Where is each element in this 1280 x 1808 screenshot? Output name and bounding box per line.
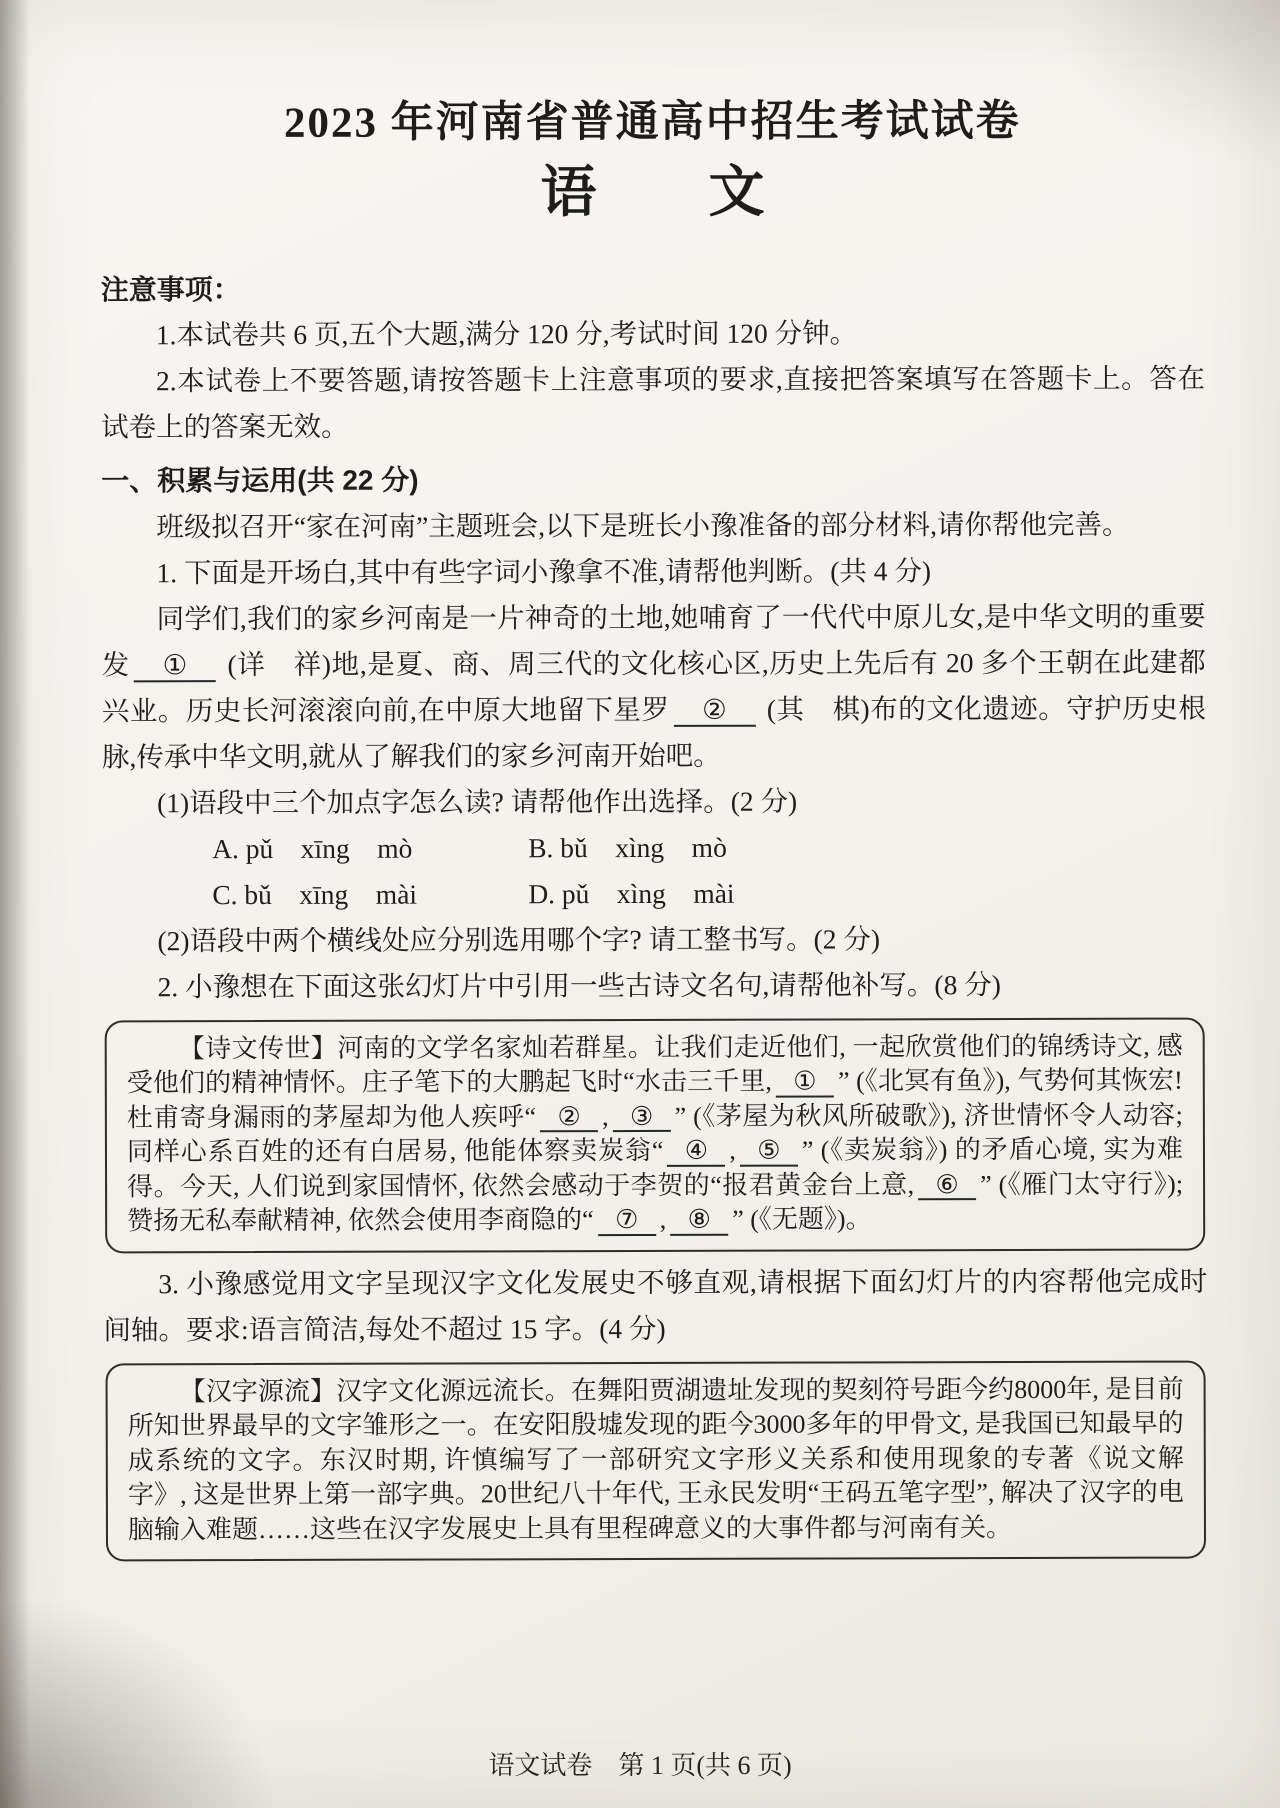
fill-in-blank: ② xyxy=(673,696,755,727)
fill-in-blank: ③ xyxy=(613,1103,671,1132)
option-a: A. pǔ xīng mò xyxy=(212,832,413,865)
fill-in-blank: ① xyxy=(776,1068,834,1097)
page-footer: 语文试卷 第 1 页(共 6 页) xyxy=(488,1751,792,1780)
question-1-prompt: 1. 下面是开场白,其中有些字词小豫拿不准,请帮他判断。(共 4 分) xyxy=(156,555,932,589)
dotted-character: 脉 • xyxy=(102,741,130,772)
fill-in-blank: ⑤ xyxy=(740,1137,798,1166)
slide-box-poetry xyxy=(105,1017,1206,1253)
slide-box-hanzi xyxy=(106,1360,1207,1561)
fill-in-blank: ④ xyxy=(667,1137,725,1166)
option-b: B. bǔ xìng mò xyxy=(528,831,727,864)
options-row-ab xyxy=(212,823,1206,872)
question-1-passage: 同学们,我们的家乡河南是一片神奇的土地,她哺 •育了一代代中原儿女,是中华文明的重要发 ① (详 祥)地,是夏、商、周三代的文化核心区,历史上先后有 20 多个王朝在此建都兴 •业。历史长河滚滚向前,在中原大地留下星罗 ② (其 棋)布的文化遗迹。守护历史根脉 •,传承中华文明,就从了解我们的家乡河南开始吧。 xyxy=(102,593,1206,780)
poetry-slide-text: 【诗文传世】河南的文学名家灿若群星。让我们走近他们, 一起欣赏他们的锦绣诗文, 感受他们的精神情怀。庄子笔下的大鹏起飞时“水击三千里, ① ” (《北冥有鱼》), 气势何其恢宏! 杜甫寄身漏雨的茅屋却为他人疾呼“ ② , ③ ” (《茅屋为秋风所破歌》), 济世情怀令人动容; 同样心系百姓的还有白居易, 他能体察卖炭翁“ ④ , ⑤ ” (《卖炭翁》) 的矛盾心境, 实为难得。今天, 人们说到家国情怀, 依然会感动于李贺的“报君黄金台上意, ⑥ ” (《雁门太守行》); 赞扬无私奉献精神, 依然会使用李商隐的“ ⑦ , ⑧ ” (《无题》)。 xyxy=(126,1031,1184,1236)
question-1-options xyxy=(102,823,1206,918)
notice-heading: 注意事项： xyxy=(100,273,241,306)
fill-in-blank: ② xyxy=(540,1103,598,1132)
fill-in-blank: ⑥ xyxy=(918,1171,976,1200)
notice-item-2: 2.本试卷上不要答题,请按答题卡上注意事项的要求,直接把答案填写在答题卡上。答在试卷上的答案无效。 xyxy=(101,362,1205,443)
fill-in-blank: ⑧ xyxy=(670,1206,728,1235)
fill-in-blank: ① xyxy=(134,651,216,682)
options-row-cd xyxy=(212,869,1206,918)
question-2-prompt: 2. 小豫想在下面这张幻灯片中引用一些古诗文名句,请帮他补写。(8 分) xyxy=(157,968,1001,1003)
dotted-character: 哺 • xyxy=(699,602,727,633)
paper-subject: 语 文 xyxy=(540,161,765,225)
question-1-sub-2: (2)语段中两个横线处应分别选用哪个字? 请工整书写。(2 分) xyxy=(157,923,881,957)
paper-title: 2023 年河南省普通高中招生考试试卷 xyxy=(283,98,1021,147)
section-one-heading: 一、积累与运用(共 22 分) xyxy=(101,464,419,497)
notice-item-1: 1.本试卷共 6 页,五个大题,满分 120 分,考试时间 120 分钟。 xyxy=(155,317,858,351)
option-d: D. pǔ xìng mài xyxy=(528,877,735,910)
question-3-prompt: 3. 小豫感觉用文字呈现汉字文化发展史不够直观,请根据下面幻灯片的内容帮他完成时间轴。要求:语言简洁,每处不超过 15 字。(4 分) xyxy=(103,1265,1208,1346)
option-c: C. bǔ xīng mài xyxy=(212,878,418,911)
hanzi-slide-text: 【汉字源流】汉字文化源远流长。在舞阳贾湖遗址发现的契刻符号距今约8000年, 是目前所知世界最早的文字雏形之一。在安阳殷墟发现的距今3000多年的甲骨文, 是我国已知最早的成系统的文字。东汉时期, 许慎编写了一部研究文字形义关系和使用现象的专著《说文解字》, 这是世界上第一部字典。20世纪八十年代, 王永民发明“王码五笔字型”, 解决了汉字的电脑输入难题……这些在汉字发展史上具有里程碑意义的大事件都与河南有关。 xyxy=(127,1374,1184,1545)
question-1-sub-1: (1)语段中三个加点字怎么读? 请帮他作出选择。(2 分) xyxy=(157,785,798,819)
dotted-character: 兴 • xyxy=(102,695,130,726)
section-one-intro: 班级拟召开“家在河南”主题班会,以下是班长小豫准备的部分材料,请你帮他完善。 xyxy=(156,508,1130,543)
fill-in-blank: ⑦ xyxy=(598,1206,656,1235)
